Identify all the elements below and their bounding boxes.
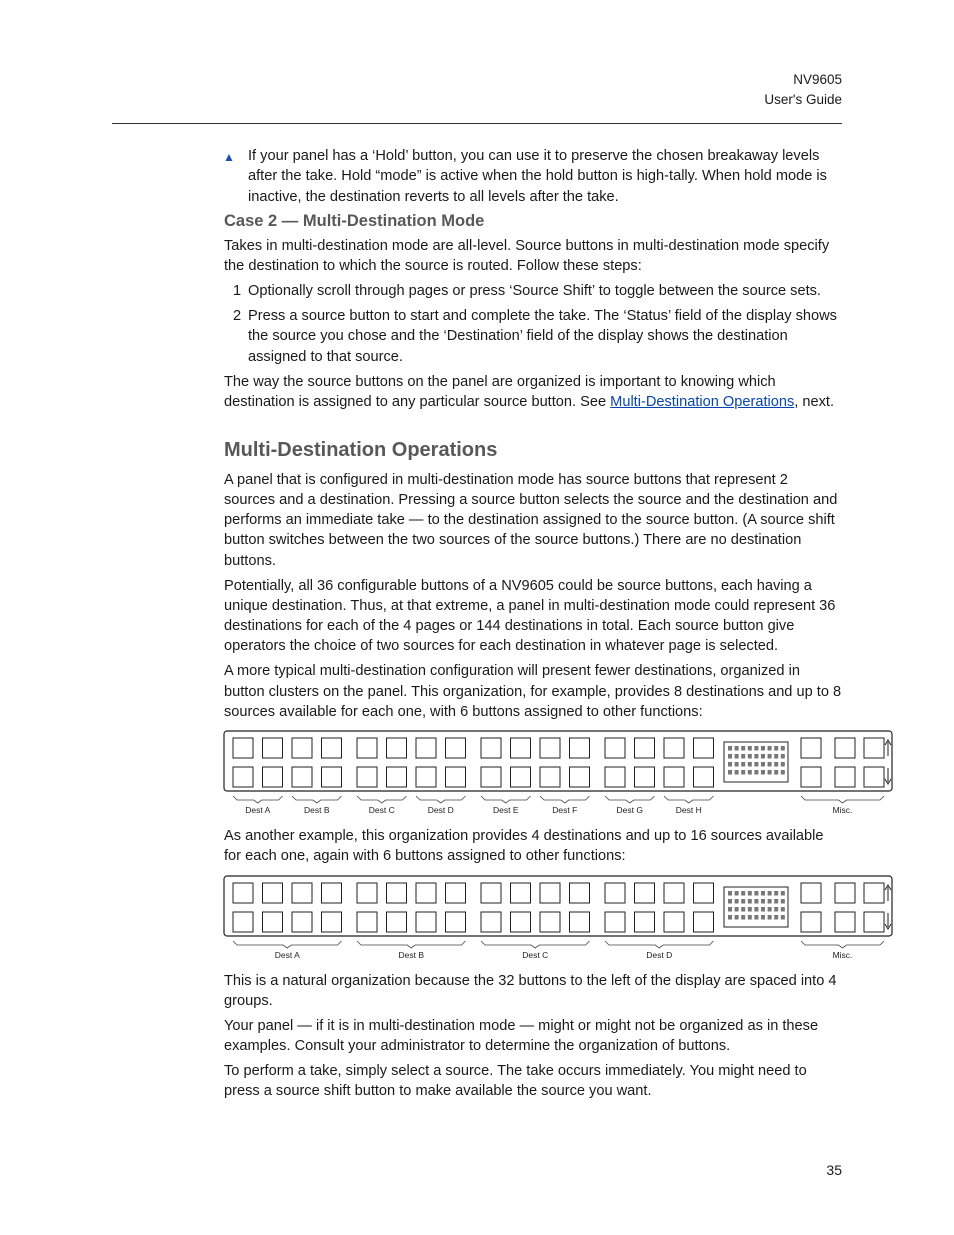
product-name: NV9605	[793, 72, 842, 87]
page-header	[764, 70, 842, 110]
panel-button	[864, 767, 884, 787]
panel-button	[540, 767, 560, 787]
step-text: Press a source button to start and complete the take. The ‘Status’ field of the display shows the source you chose and the ‘Destination’ field of the display shows the destination assigned to that source.	[248, 308, 837, 365]
cluster-label: Misc.	[832, 805, 853, 816]
panel-button	[416, 767, 436, 787]
display-cell	[735, 907, 739, 912]
display-cell	[768, 915, 772, 920]
display-cell	[748, 891, 752, 896]
panel-button	[233, 883, 253, 903]
panel-button	[481, 912, 501, 932]
panel-button	[664, 912, 684, 932]
cluster-label: Misc.	[832, 949, 853, 960]
display-cell	[748, 754, 752, 759]
panel-button	[664, 767, 684, 787]
panel-button	[605, 912, 625, 932]
panel-button	[233, 912, 253, 932]
panel-button	[446, 912, 466, 932]
panel-button	[416, 883, 436, 903]
panel-button	[801, 738, 821, 758]
display-cell	[735, 899, 739, 904]
paragraph-2: Potentially, all 36 configurable buttons of a NV9605 could be source buttons, each having a unique destination. Thus, at that extreme, a panel in multi-destination mode could represent 36 destinations for each of the 4 pages or 144 destinations in total. Each source button give operators the choice of two sources for each destination in whatever page is selected.	[224, 577, 836, 655]
display-cell	[781, 891, 785, 896]
bracket-line	[357, 796, 407, 803]
cluster-label: Dest A	[274, 949, 300, 960]
step-number: 1	[233, 282, 242, 299]
panel-button	[694, 767, 714, 787]
case2-steps	[224, 281, 842, 367]
display-cell	[748, 907, 752, 912]
main-content	[223, 146, 853, 1106]
cluster-label: Dest A	[245, 805, 271, 816]
paragraph-1: A panel that is configured in multi-destination mode has source buttons that represent 2 sources and a destination. Pressing a source button selects the source and the destination and performs an immediate take — to the destination assigned to the source button. (A source shift button switches between the two sources of the source buttons.) There are no destination buttons.	[224, 471, 838, 569]
paragraph-4: As another example, this organization provides 4 destinations and up to 16 sources available for each one, again with 6 buttons assigned to other functions:	[224, 828, 824, 865]
display-cell	[781, 746, 785, 751]
panel-button	[835, 767, 855, 787]
display-cell	[774, 770, 778, 775]
display-cell	[754, 891, 758, 896]
display-cell	[735, 762, 739, 767]
panel-button	[864, 738, 884, 758]
case2-heading: Case 2 — Multi-Destination Mode	[224, 212, 485, 231]
display-cell	[741, 891, 745, 896]
display-cell	[754, 746, 758, 751]
panel-button	[635, 883, 655, 903]
panel-button	[801, 912, 821, 932]
panel-button	[387, 767, 407, 787]
cluster-label: Dest H	[675, 805, 702, 816]
display-cell	[761, 907, 765, 912]
bracket-line	[292, 796, 342, 803]
display-cell	[748, 762, 752, 767]
panel-button	[864, 883, 884, 903]
panel-button	[835, 883, 855, 903]
multi-destination-link[interactable]: Multi-Destination Operations	[610, 394, 795, 411]
display-cell	[728, 891, 732, 896]
display-cell	[741, 770, 745, 775]
display-cell	[735, 770, 739, 775]
bracket-line	[233, 941, 342, 948]
display-cell	[768, 754, 772, 759]
bracket-line	[233, 796, 283, 803]
cluster-label: Dest F	[552, 805, 578, 816]
display-cell	[741, 899, 745, 904]
display-cell	[748, 770, 752, 775]
display-cell	[728, 746, 732, 751]
panel-button	[664, 883, 684, 903]
display-cell	[741, 915, 745, 920]
display-cell	[754, 899, 758, 904]
panel-button	[357, 767, 377, 787]
panel-button	[801, 767, 821, 787]
panel-button	[446, 883, 466, 903]
triangle-bullet-icon: ▲	[223, 150, 235, 164]
panel-button	[292, 738, 312, 758]
panel-button	[511, 883, 531, 903]
panel-button	[635, 738, 655, 758]
section-heading: Multi-Destination Operations	[224, 438, 498, 461]
display-cell	[735, 746, 739, 751]
cluster-label: Dest C	[522, 949, 549, 960]
display-cell	[774, 915, 778, 920]
display-cell	[741, 746, 745, 751]
display-cell	[735, 891, 739, 896]
display-cell	[781, 754, 785, 759]
cluster-label: Dest C	[368, 805, 395, 816]
display-cell	[768, 746, 772, 751]
hold-bullet-text: If your panel has a ‘Hold’ button, you can use it to preserve the chosen breakaway levels after the take. Hold “mode” is active when the hold button is high-tally. When hold mode is inactive, the destination reverts to all levels after the take.	[248, 148, 827, 205]
paragraph-3: A more typical multi-destination configuration will present fewer destinations, organized in button clusters on the panel. This organization, for example, provides 8 destinations and up to 8 sources available for each one, with 6 buttons assigned to other functions:	[224, 663, 842, 720]
panel-button	[322, 883, 342, 903]
display-cell	[728, 899, 732, 904]
panel-button	[540, 738, 560, 758]
closing-tail: , next.	[794, 394, 835, 411]
cluster-label: Dest B	[398, 949, 425, 960]
bracket-line	[357, 941, 466, 948]
display-cell	[728, 907, 732, 912]
panel-button	[322, 738, 342, 758]
panel-button	[540, 912, 560, 932]
panel-button	[416, 912, 436, 932]
bracket-line	[664, 796, 714, 803]
panel-button	[387, 738, 407, 758]
display-cell	[728, 754, 732, 759]
display-cell	[774, 907, 778, 912]
panel-button	[835, 738, 855, 758]
case2-intro: Takes in multi-destination mode are all-level. Source buttons in multi-destination mode specify the destination to which the source is routed. Follow these steps:	[224, 237, 830, 274]
guide-name: User's Guide	[764, 92, 842, 107]
step-text: Optionally scroll through pages or press ‘Source Shift’ to toggle between the source sets.	[248, 282, 821, 299]
panel-button	[511, 912, 531, 932]
panel-button	[481, 738, 501, 758]
panel-button	[570, 767, 590, 787]
display-cell	[728, 915, 732, 920]
paragraph-5: This is a natural organization because the 32 buttons to the left of the display are spaced into 4 groups.	[224, 972, 837, 1010]
display-cell	[728, 770, 732, 775]
display-cell	[748, 746, 752, 751]
display-cell	[735, 915, 739, 920]
display-cell	[774, 891, 778, 896]
step-item	[233, 306, 842, 367]
display-cell	[781, 762, 785, 767]
page-number: 35	[826, 1162, 842, 1178]
cluster-label: Dest B	[303, 805, 330, 816]
display-cell	[761, 746, 765, 751]
display-cell	[768, 899, 772, 904]
step-item	[233, 281, 842, 301]
panel-button	[511, 738, 531, 758]
closing-text: The way the source buttons on the panel are organized is important to knowing which destination is assigned to any particular source button. See	[224, 373, 776, 411]
step-number: 2	[233, 308, 242, 325]
cluster-label: Dest D	[427, 805, 454, 816]
paragraph-6: Your panel — if it is in multi-destination mode — might or might not be organized as in these examples. Consult your administrator to determine the organization of buttons.	[224, 1017, 819, 1055]
panel-button	[387, 883, 407, 903]
panel-button	[292, 767, 312, 787]
panel-button	[801, 883, 821, 903]
panel-button	[263, 767, 283, 787]
display-cell	[761, 891, 765, 896]
bracket-line	[481, 796, 531, 803]
panel-button	[357, 738, 377, 758]
display-cell	[774, 746, 778, 751]
panel-button	[446, 767, 466, 787]
display-cell	[754, 915, 758, 920]
display-cell	[768, 770, 772, 775]
display-cell	[741, 907, 745, 912]
display-cell	[748, 899, 752, 904]
panel-button	[605, 738, 625, 758]
bracket-line	[540, 796, 590, 803]
panel-button	[835, 912, 855, 932]
panel-button	[263, 912, 283, 932]
header-rule	[112, 123, 842, 124]
panel-button	[570, 883, 590, 903]
panel-diagram-4-dest	[223, 875, 893, 963]
panel-diagram-8-dest	[223, 730, 893, 818]
bracket-line	[605, 796, 655, 803]
panel-button	[292, 883, 312, 903]
panel-figure-2	[223, 875, 893, 963]
display-cell	[754, 754, 758, 759]
bracket-line	[801, 941, 884, 948]
display-cell	[768, 762, 772, 767]
display-cell	[774, 754, 778, 759]
display-cell	[768, 891, 772, 896]
display-cell	[774, 899, 778, 904]
panel-button	[446, 738, 466, 758]
panel-button	[664, 738, 684, 758]
panel-button	[540, 883, 560, 903]
panel-button	[635, 912, 655, 932]
bracket-line	[801, 796, 884, 803]
panel-button	[605, 883, 625, 903]
panel-button	[416, 738, 436, 758]
display-cell	[761, 754, 765, 759]
panel-button	[605, 767, 625, 787]
display-cell	[781, 915, 785, 920]
bracket-line	[605, 941, 714, 948]
display-cell	[781, 907, 785, 912]
panel-button	[263, 738, 283, 758]
panel-button	[570, 738, 590, 758]
hold-bullet	[224, 146, 842, 207]
display-cell	[754, 907, 758, 912]
panel-button	[635, 767, 655, 787]
panel-button	[694, 883, 714, 903]
bracket-line	[416, 796, 466, 803]
panel-button	[357, 912, 377, 932]
panel-button	[387, 912, 407, 932]
display-cell	[741, 762, 745, 767]
display-cell	[761, 770, 765, 775]
panel-button	[481, 883, 501, 903]
paragraph-7: To perform a take, simply select a source. The take occurs immediately. You might need to press a source shift button to make available the source you want.	[224, 1062, 807, 1100]
display-cell	[754, 762, 758, 767]
panel-button	[322, 912, 342, 932]
display-cell	[761, 899, 765, 904]
case2-closing	[224, 372, 842, 413]
display-cell	[781, 770, 785, 775]
display-cell	[741, 754, 745, 759]
cluster-label: Dest G	[616, 805, 643, 816]
cluster-label: Dest E	[492, 805, 519, 816]
display-cell	[735, 754, 739, 759]
panel-button	[511, 767, 531, 787]
panel-button	[357, 883, 377, 903]
cluster-label: Dest D	[646, 949, 673, 960]
panel-button	[570, 912, 590, 932]
display-cell	[761, 762, 765, 767]
panel-button	[322, 767, 342, 787]
panel-button	[694, 912, 714, 932]
display-cell	[728, 762, 732, 767]
panel-figure-1	[223, 730, 893, 818]
bracket-line	[481, 941, 590, 948]
panel-button	[481, 767, 501, 787]
display-cell	[754, 770, 758, 775]
panel-button	[864, 912, 884, 932]
display-cell	[748, 915, 752, 920]
panel-button	[233, 738, 253, 758]
display-cell	[761, 915, 765, 920]
panel-button	[263, 883, 283, 903]
panel-button	[233, 767, 253, 787]
display-cell	[768, 907, 772, 912]
panel-button	[694, 738, 714, 758]
panel-button	[292, 912, 312, 932]
display-cell	[774, 762, 778, 767]
display-cell	[781, 899, 785, 904]
